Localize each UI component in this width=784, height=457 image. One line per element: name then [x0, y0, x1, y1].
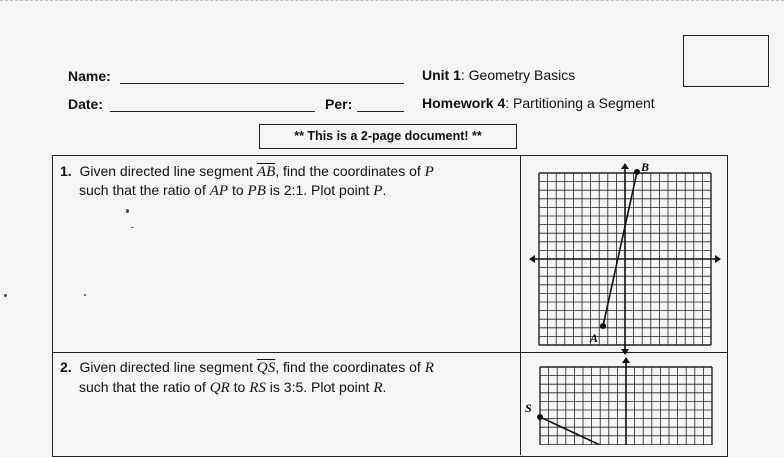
q2-part-2: RS: [249, 380, 266, 396]
scan-speck: [4, 294, 7, 297]
coordinate-grid-2[interactable]: [520, 355, 720, 445]
two-page-notice: ** This is a 2-page document! **: [259, 124, 517, 149]
q1-text-a: Given directed line segment: [79, 163, 254, 179]
q2-end: .: [382, 379, 387, 395]
coordinate-grid-1[interactable]: [525, 156, 725, 356]
question-1-number: 1.: [60, 163, 72, 179]
q2-point: R: [424, 360, 434, 376]
q1-plot-text: . Plot point: [303, 182, 370, 198]
score-box: [683, 35, 769, 87]
x-axis-arrow-left: [529, 255, 535, 263]
date-blank[interactable]: [110, 111, 315, 112]
page-top-edge: [0, 0, 784, 8]
unit-number: Unit 1: [422, 67, 461, 83]
q2-plot-text: . Plot point: [303, 379, 370, 395]
question-1-line-1: [60, 162, 434, 182]
point-b: [634, 169, 640, 175]
x-axis-arrow-right: [715, 255, 721, 263]
q1-is: is: [269, 182, 280, 198]
q2-ratio: 3:5: [283, 379, 304, 395]
scan-speck: [126, 209, 129, 213]
q1-text-c: such that the ratio of: [79, 182, 206, 198]
question-2-number: 2.: [60, 359, 72, 375]
name-blank[interactable]: [120, 83, 404, 84]
q2-text-c: such that the ratio of: [79, 379, 206, 395]
date-label: Date:: [68, 96, 104, 112]
q1-plot-point: P: [373, 183, 383, 199]
label-b: B: [641, 160, 650, 174]
q1-point: P: [424, 164, 434, 180]
q1-part-2: PB: [247, 183, 266, 199]
q1-end: .: [382, 182, 387, 198]
homework-number: Homework 4: [422, 95, 506, 111]
q2-segment: $\overline{QS}$: [256, 360, 276, 376]
q1-segment: $\overline{AB}$: [256, 164, 276, 180]
homework-name: : Partitioning a Segment: [505, 95, 655, 111]
name-label: Name:: [68, 68, 111, 84]
q2-plot-point: R: [373, 380, 383, 396]
q1-ratio: 2:1: [283, 182, 304, 198]
label-a: A: [590, 331, 599, 345]
unit-title: [422, 67, 575, 83]
y-axis-arrow-up: [621, 163, 629, 169]
label-s: S: [525, 401, 532, 415]
homework-title: [422, 95, 655, 111]
point-s: [537, 414, 543, 420]
y-axis-arrow-up: [622, 357, 630, 363]
question-1-line-2: [79, 181, 386, 201]
scan-speck: [131, 227, 134, 228]
period-blank[interactable]: [357, 111, 404, 112]
question-2-line-2: [79, 378, 386, 398]
q2-part-1: QR: [209, 380, 230, 396]
q2-text-a: Given directed line segment: [79, 359, 254, 375]
q1-text-b: , find the coordinates of: [275, 163, 421, 179]
axes: [529, 163, 721, 355]
q2-to: to: [233, 379, 246, 395]
q2-text-b: , find the coordinates of: [275, 359, 421, 375]
period-label: Per:: [325, 96, 353, 112]
question-2-line-1: [60, 358, 434, 378]
unit-name: : Geometry Basics: [460, 67, 576, 83]
point-a: [600, 323, 606, 329]
q1-part-1: AP: [209, 183, 229, 199]
q2-is: is: [269, 379, 280, 395]
q1-to: to: [231, 182, 244, 198]
scan-speck: [84, 294, 86, 296]
